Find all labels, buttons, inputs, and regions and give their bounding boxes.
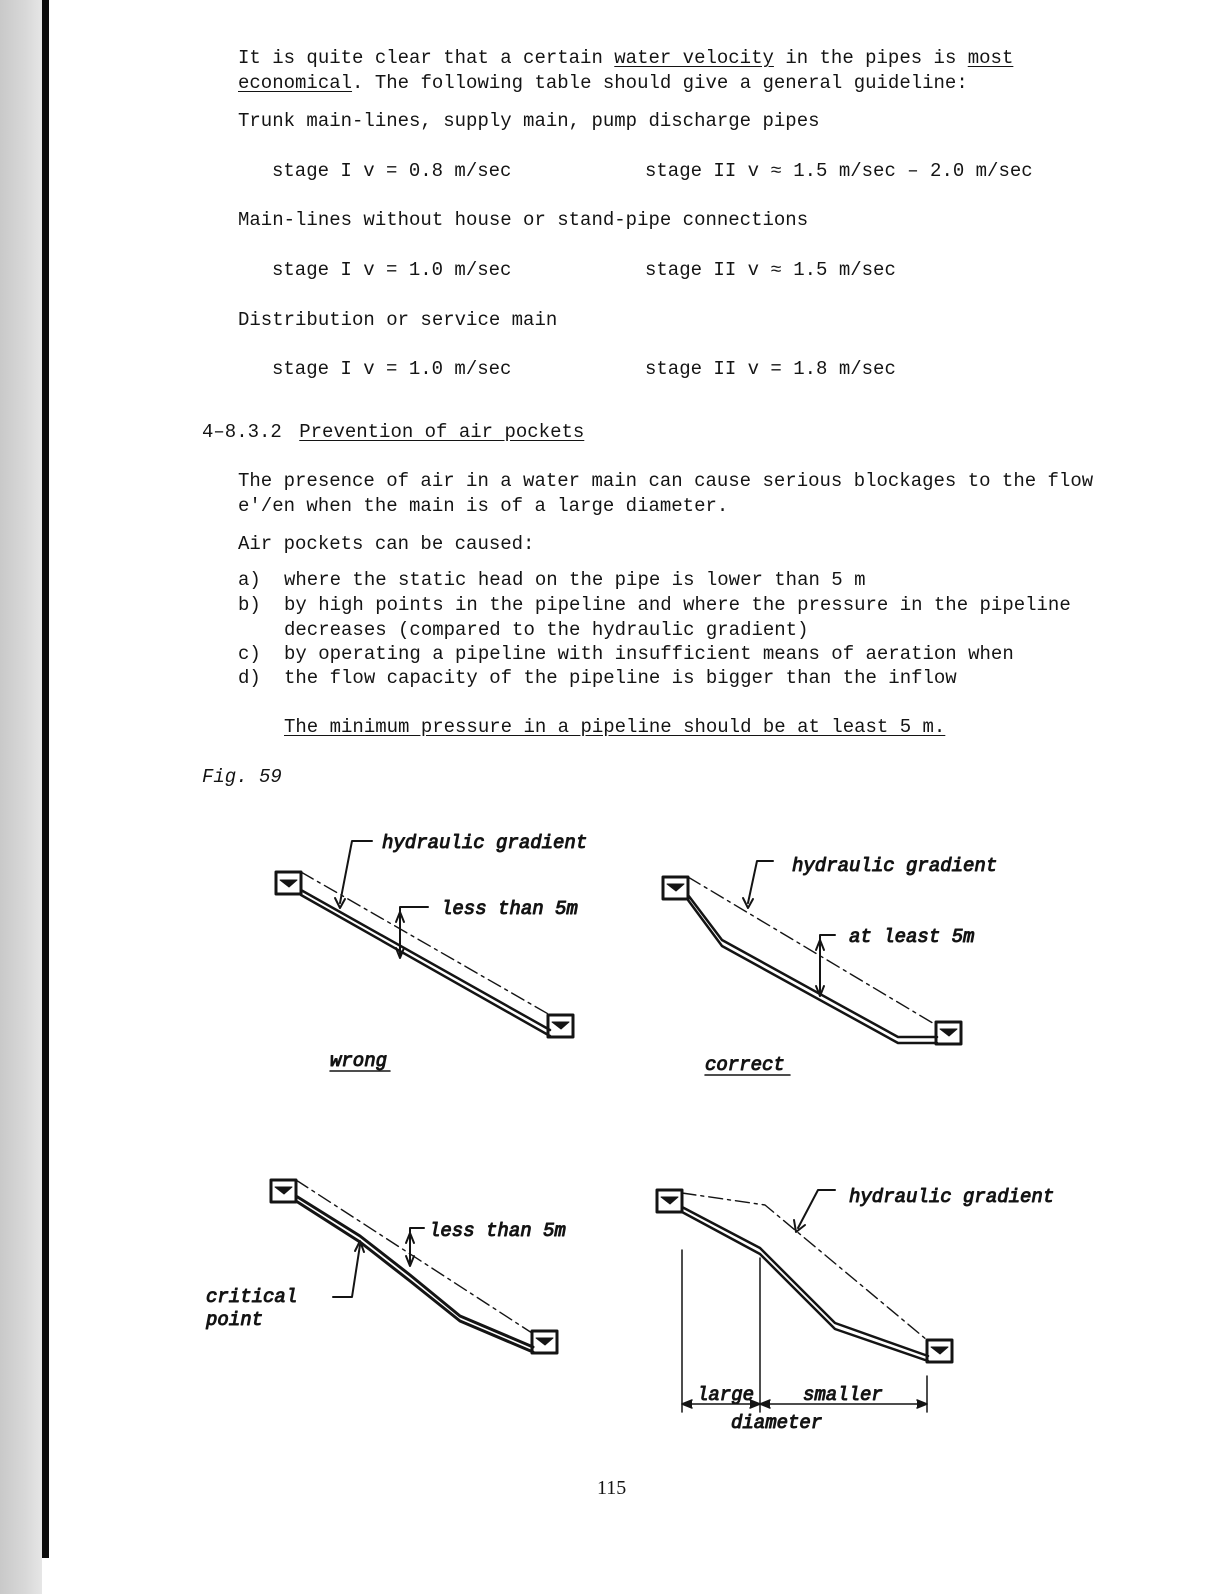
list-item: by high points in the pipeline and where the pressure in the pipeline <box>284 594 1071 616</box>
list-item: where the static head on the pipe is lower than 5 m <box>284 569 866 591</box>
verdict-correct: correct <box>705 1054 785 1076</box>
intro-underline-most: most <box>967 47 1014 69</box>
pipeline <box>682 1207 928 1356</box>
water-level-icon <box>667 884 684 891</box>
water-level-icon <box>940 1029 957 1036</box>
leader-line <box>410 1228 424 1262</box>
leader-line <box>333 1245 360 1297</box>
table-stage-2: stage II v = 1.8 m/sec <box>645 358 896 380</box>
leader-line <box>798 1190 835 1228</box>
diagram-diameter <box>657 1186 1054 1434</box>
list-marker: d) <box>238 667 261 689</box>
table-heading: Main-lines without house or stand-pipe connections <box>238 209 809 231</box>
table-heading: Distribution or service main <box>238 309 558 331</box>
page-number: 115 <box>597 1477 627 1499</box>
minimum-pressure-rule: The minimum pressure in a pipeline should be at least 5 m. <box>284 716 946 738</box>
pressure-label: less than 5m <box>429 1220 566 1242</box>
section-number: 4–8.3.2 <box>202 421 282 443</box>
diagram-correct <box>663 855 997 1076</box>
list-marker: b) <box>238 594 261 616</box>
water-level-icon <box>931 1347 948 1354</box>
list-marker: c) <box>238 643 261 665</box>
list-item: the flow capacity of the pipeline is bigger than the inflow <box>284 667 957 689</box>
body-paragraph-line: e'/en when the main is of a large diameter. <box>238 495 729 517</box>
hydraulic-gradient-line <box>688 877 936 1025</box>
section-title: Prevention of air pockets <box>299 421 585 443</box>
causes-intro: Air pockets can be caused: <box>238 533 535 555</box>
verdict-wrong: wrong <box>330 1050 388 1072</box>
intro-underline-economical: economical <box>238 72 353 94</box>
diagram-wrong <box>276 832 587 1072</box>
critical-point-label: critical <box>206 1286 298 1308</box>
water-level-icon <box>661 1197 678 1204</box>
hydraulic-gradient-line <box>301 872 550 1015</box>
pipeline <box>296 1196 533 1347</box>
large-label: large <box>697 1384 755 1406</box>
table-stage-2: stage II v ≈ 1.5 m/sec – 2.0 m/sec <box>645 160 1033 182</box>
table-stage-1: stage I v = 1.0 m/sec <box>272 358 512 380</box>
table-heading: Trunk main-lines, supply main, pump discharge pipes <box>238 110 820 132</box>
table-stage-1: stage I v = 0.8 m/sec <box>272 160 512 182</box>
pressure-label: less than 5m <box>441 898 578 920</box>
gradient-label: hydraulic gradient <box>792 855 998 877</box>
intro-text: in the pipes is <box>785 47 957 69</box>
list-marker: a) <box>238 569 261 591</box>
water-level-icon <box>275 1187 292 1194</box>
smaller-label: smaller <box>803 1384 883 1406</box>
diameter-label: diameter <box>731 1412 823 1434</box>
table-stage-1: stage I v = 1.0 m/sec <box>272 259 512 281</box>
list-item-continuation: decreases (compared to the hydraulic gradient) <box>284 619 809 641</box>
critical-point-label: point <box>206 1309 264 1331</box>
water-level-icon <box>552 1022 569 1029</box>
pressure-label: at least 5m <box>849 926 975 948</box>
intro-text: It is quite clear that a certain <box>238 47 603 69</box>
pipeline <box>682 1212 928 1361</box>
gradient-label: hydraulic gradient <box>382 832 588 854</box>
diagram-critical-point <box>205 1180 566 1353</box>
leader-line <box>748 861 773 903</box>
water-level-icon <box>280 880 297 887</box>
water-level-icon <box>536 1338 553 1345</box>
body-paragraph-line: The presence of air in a water main can cause serious blockages to the flow <box>238 470 1094 492</box>
gradient-label: hydraulic gradient <box>849 1186 1055 1208</box>
intro-underline-water-velocity: water velocity <box>614 47 774 69</box>
list-item: by operating a pipeline with insufficient means of aeration when <box>284 643 1014 665</box>
intro-text: . The following table should give a general guideline: <box>352 72 968 94</box>
table-stage-2: stage II v ≈ 1.5 m/sec <box>645 259 896 281</box>
pipeline <box>688 895 937 1037</box>
leader-line <box>340 841 372 903</box>
pipeline <box>688 900 937 1043</box>
figure-caption: Fig. 59 <box>202 766 282 788</box>
